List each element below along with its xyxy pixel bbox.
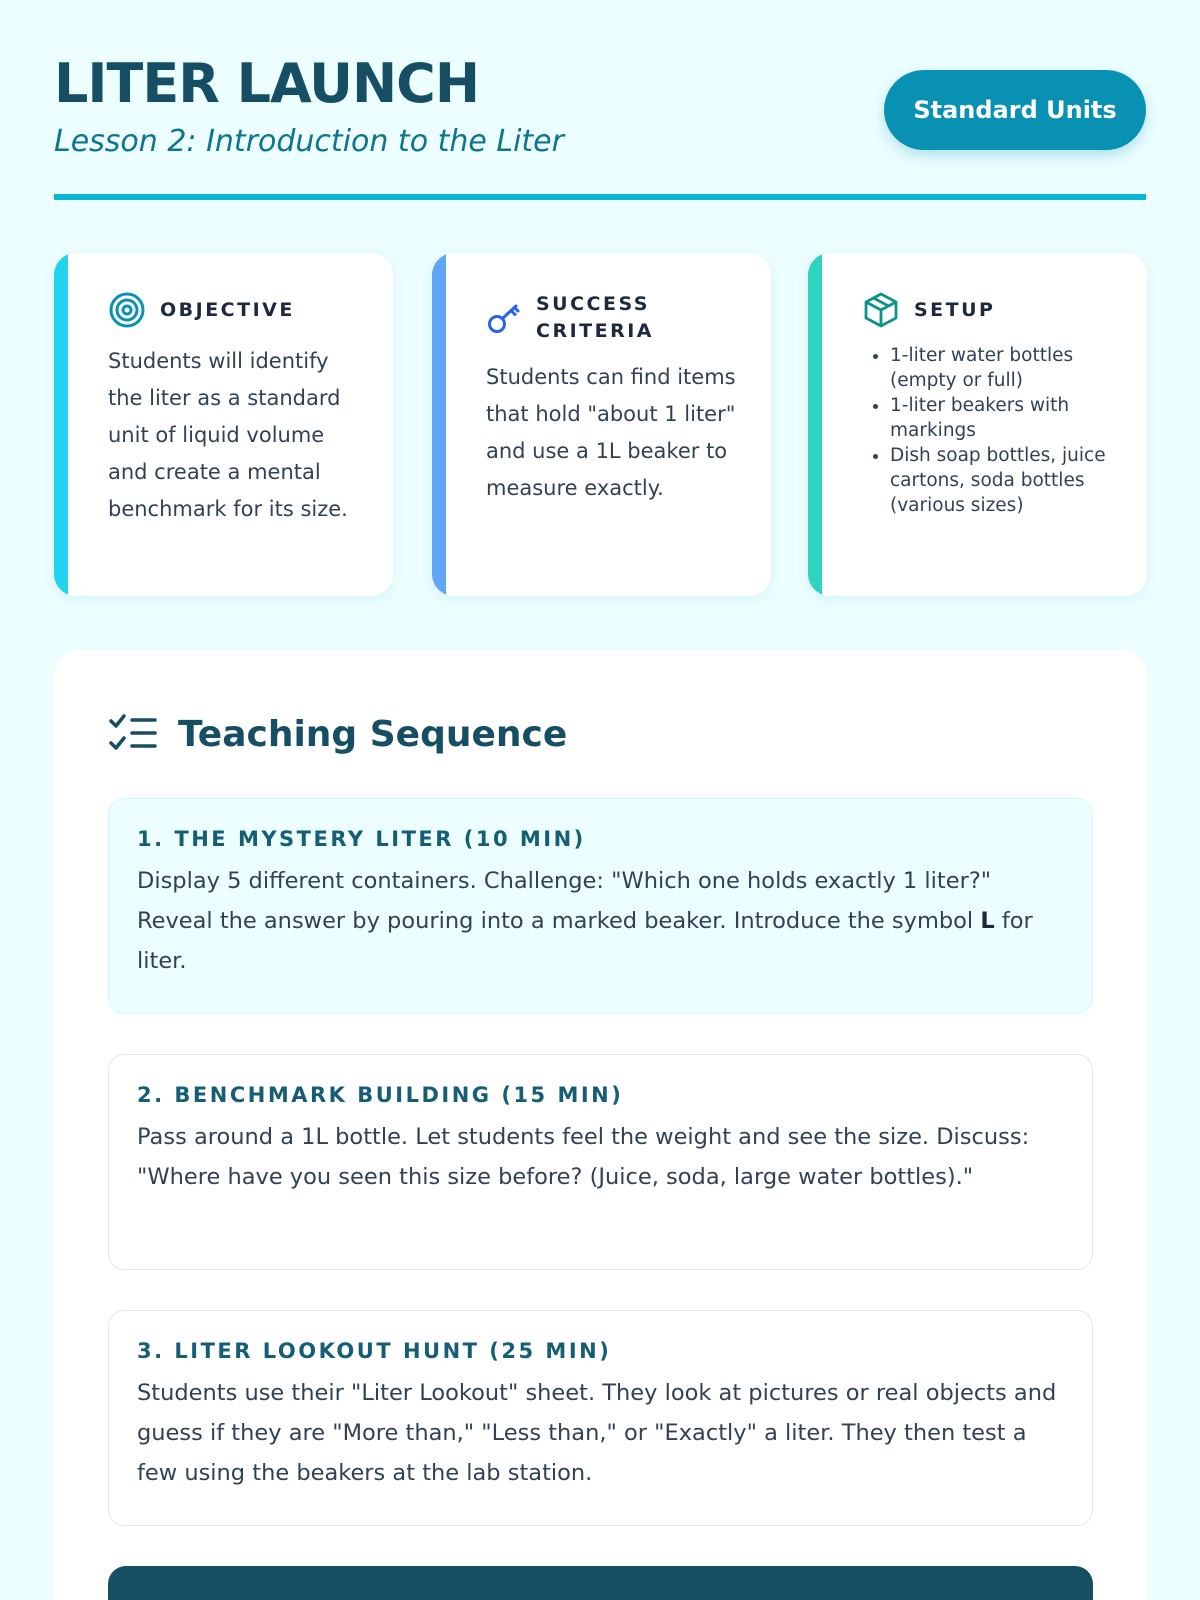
step-text: Students use their "Liter Lookout" sheet. They look at pictures or real objects and guess if they are "More than," "Less than," or "Exactly" a liter. They then test a few using the beakers at the lab station. (137, 1380, 1057, 1486)
list-item: • Dish soap bottles, juice cartons, soda bottles (various sizes) (890, 443, 1119, 518)
list-item: • 1-liter beakers with markings (890, 393, 1119, 443)
step-text-part: for liter. (137, 908, 1033, 974)
success-criteria-card (432, 253, 771, 596)
setup-list (862, 343, 1119, 518)
info-cards (54, 253, 1147, 596)
step-title: 3. LITER LOOKOUT HUNT (25 MIN) (137, 1339, 612, 1363)
objective-text: Students will identify the liter as a standard unit of liquid volume and create a mental benchmark for its size. (108, 349, 348, 521)
standard-units-badge[interactable]: Standard Units (884, 70, 1146, 150)
step-card-mystery-liter (108, 798, 1093, 1014)
success-label (536, 291, 654, 345)
key-icon (486, 300, 522, 336)
list-item: • 1-liter water bottles (empty or full) (890, 343, 1119, 393)
liter-symbol: L (980, 908, 995, 934)
page-title: LITER LAUNCH (54, 52, 480, 115)
success-card-header (486, 291, 743, 345)
page-header (54, 0, 1146, 200)
step-text (137, 861, 1064, 981)
next-section-panel (108, 1566, 1093, 1600)
objective-card (54, 253, 393, 596)
step-card-liter-lookout-hunt (108, 1310, 1093, 1526)
step-title: 1. THE MYSTERY LITER (10 MIN) (137, 827, 586, 851)
objective-card-header (108, 291, 365, 329)
setup-label: SETUP (914, 298, 996, 321)
success-text: Students can find items that hold "about 1 liter" and use a 1L beaker to measure exactly. (486, 365, 736, 500)
box-icon (862, 291, 900, 329)
success-label-line1: SUCCESS (536, 293, 650, 315)
step-text: Pass around a 1L bottle. Let students feel the weight and see the size. Discuss: "Where have you seen this size before? (Juice, soda, large water bottles)." (137, 1124, 1030, 1190)
teaching-sequence-section (54, 650, 1147, 1600)
teaching-sequence-title: Teaching Sequence (178, 713, 568, 755)
setup-card-header (862, 291, 1119, 329)
target-icon (108, 291, 146, 329)
checklist-icon (108, 712, 158, 756)
page-subtitle: Lesson 2: Introduction to the Liter (54, 124, 564, 159)
step-card-benchmark-building (108, 1054, 1093, 1270)
success-label-line2: CRITERIA (536, 320, 654, 342)
teaching-sequence-header (108, 704, 1093, 764)
step-title: 2. BENCHMARK BUILDING (15 MIN) (137, 1083, 624, 1107)
step-text-part: Display 5 different containers. Challenge: "Which one holds exactly 1 liter?" Reveal the answer by pouring into a marked beaker. Introduce the symbol (137, 868, 992, 934)
setup-card (808, 253, 1147, 596)
objective-label: OBJECTIVE (160, 298, 295, 321)
